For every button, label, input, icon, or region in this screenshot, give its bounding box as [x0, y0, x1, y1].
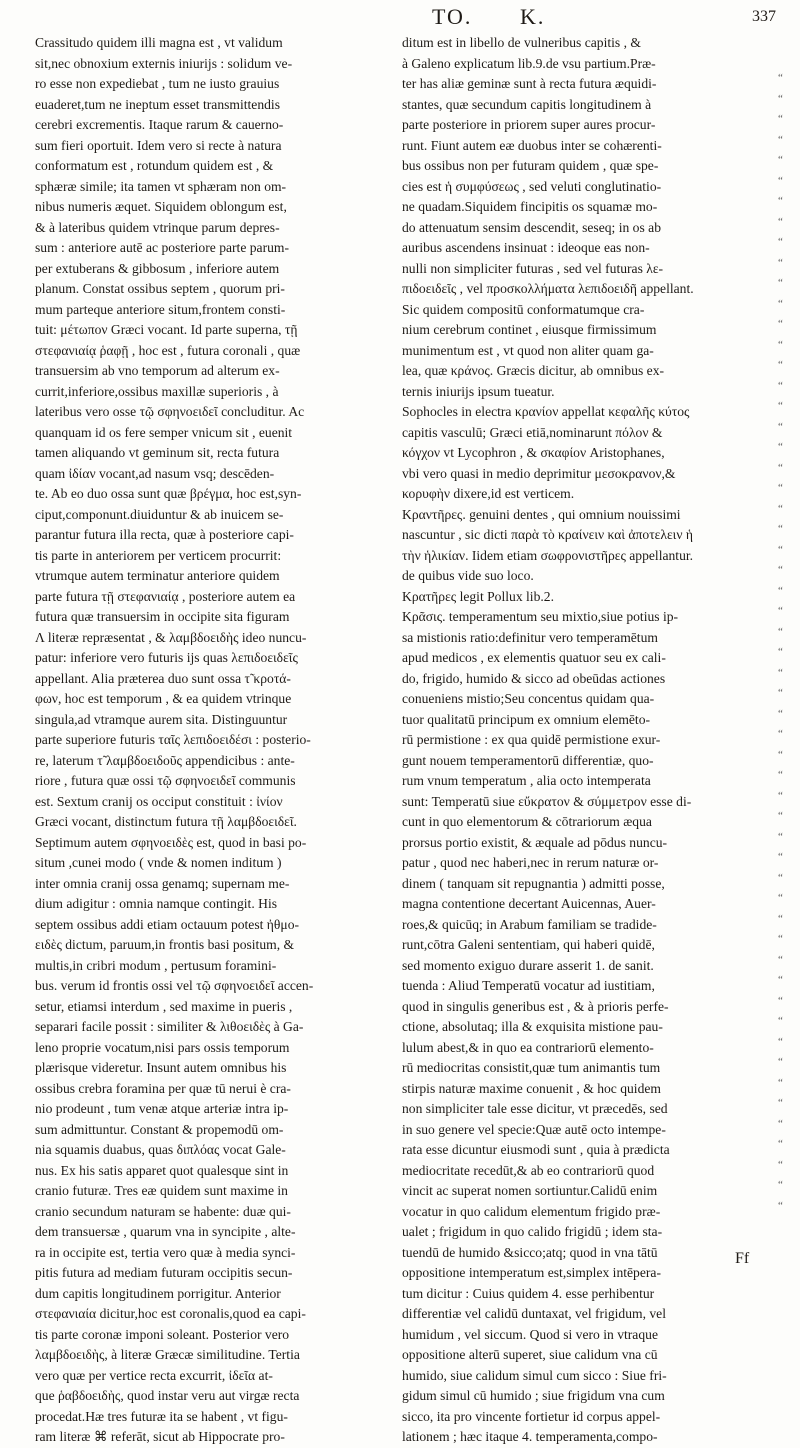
text-line: bus. verum id frontis ossi vel τῷ σφηνοειδεῖ accen- — [35, 978, 314, 993]
margin-quote-mark: “ — [778, 810, 783, 822]
text-line: lationem ; hæc itaque 4. temperamenta,compo- — [402, 1429, 658, 1444]
text-line: appellant. Alia præterea duo sunt ossa τ̃ κροτά- — [35, 670, 291, 686]
text-line: de quibus vide suo loco. — [402, 568, 534, 583]
text-line: sa mistionis ratio:definitur vero temperamētum — [402, 629, 658, 645]
text-line: patur: inferiore vero futuris ijs quas λεπιδοειδεῖς — [35, 650, 298, 665]
text-line: Κραντῆρες. genuini dentes , qui omnium nouissimi — [402, 506, 681, 522]
text-line: ter has aliæ geminæ sunt à recta futura æquidi- — [402, 76, 657, 91]
text-line: ne quadam.Siquidem fincipitis os squamæ mo- — [402, 199, 658, 214]
margin-quote-mark: “ — [778, 769, 783, 781]
text-line: nulli non simpliciter futuras , sed vel futuras λε- — [402, 260, 664, 276]
text-line: gunt nouem temperamentorū differentiæ, quo- — [402, 752, 654, 768]
margin-quote-mark: “ — [778, 912, 783, 925]
text-line: munimentum est , vt quod non aliter quam ga- — [402, 342, 654, 358]
text-line: setur, etiamsi interdum , sed maxime in pueris , — [35, 998, 293, 1014]
margin-quote-mark: “ — [778, 1117, 783, 1130]
text-line: τὴν ἡλικίαν. Iidem etiam σωφρονιστῆρες appellantur. — [402, 547, 694, 563]
text-line: tis parte coronæ imponi soleant. Posterior vero — [35, 1326, 290, 1342]
margin-quotation-marks — [778, 68, 798, 1216]
text-line: & à lateribus quidem vtrinque parum depres- — [35, 219, 280, 235]
margin-quote-mark: “ — [778, 1199, 783, 1212]
margin-quote-mark: “ — [778, 236, 783, 248]
margin-quote-mark: “ — [778, 195, 783, 207]
text-line: humidum , vel siccum. Quod si vero in vtraque — [402, 1326, 658, 1342]
text-line: te. Ab eo duo ossa sunt quæ βρέγμα, hoc est,syn- — [35, 486, 302, 501]
text-line: prorsus portio existit, & æquale ad pōdus nuncu- — [402, 834, 668, 850]
text-line: nascuntur , sic dicti παρὰ τὸ κραίνειν καὶ ἀποτελειν ἡ — [402, 527, 693, 542]
text-line: capitis vasculū; Græci etiā,nominarunt πόλον & — [402, 424, 663, 440]
text-line: rū mediocritas consistit,quæ tum animantis tum — [402, 1060, 661, 1075]
text-line: Sophocles in electra κρανίον appellat κεφαλῆς κύτος — [402, 404, 690, 419]
text-line: parte posteriore in priorem super aures procur- — [402, 117, 656, 132]
text-line: sit,nec obnoxium externis iniurijs : solidum ve- — [35, 55, 293, 71]
text-line: mediocritate recedūt,& ab eo contrariorū quod — [402, 1162, 655, 1178]
text-line: rum vnum temperatum , alia octo intemperata — [402, 773, 651, 788]
text-line: rū permistione : ex qua quidē permistione exur- — [402, 732, 661, 747]
text-line: nia squamis duabus, quas διπλόας vocat Gale- — [35, 1142, 286, 1157]
text-line: apud medicos , ex elementis quatuor seu ex cali- — [402, 650, 666, 665]
text-line: conueniens mistio;Seu concentus quidam qua- — [402, 691, 655, 706]
text-line: Crassitudo quidem illi magna est , vt validum — [35, 35, 283, 50]
text-line: rata esse dicuntur eiusmodi sunt , quia à prædicta — [402, 1142, 670, 1157]
text-line: non simpliciter tale esse dicitur, vt præcedēs, sed — [402, 1101, 668, 1116]
text-line: ternis iniurijs ipsum tueatur. — [402, 383, 555, 399]
text-line: do, frigido, humido & sicco ad obeūdas actiones — [402, 670, 666, 686]
margin-quote-mark: “ — [778, 789, 783, 802]
text-line: pitis futura ad mediam futuram occipitis secun- — [35, 1265, 293, 1280]
text-line: stirpis naturæ maxime conuenit , & hoc quidem — [402, 1080, 661, 1096]
text-line: ctione, absolutaq; illa & exquisita mistione pau- — [402, 1019, 663, 1034]
text-line: situm ,cunei modo ( vnde & nomen inditum ) — [35, 855, 282, 870]
text-line: parte superiore futuris ταῖς λεπιδοειδέσι : posterio- — [35, 732, 311, 747]
text-line: gidum simul cū humido ; siue frigidum vna cum — [402, 1388, 665, 1403]
margin-quote-mark: “ — [778, 523, 783, 535]
margin-quote-mark: “ — [778, 994, 783, 1007]
margin-quote-mark: “ — [778, 953, 783, 966]
text-line: sum admittuntur. Constant & propemodū om- — [35, 1121, 284, 1137]
text-line: cunt in quo elementorum & cōtrariorum æqua — [402, 814, 652, 829]
text-line: vincit ac superat nomen sortiuntur.Calidū enim — [402, 1183, 658, 1198]
text-line: stantes, quæ secundum capitis longitudinem à — [402, 96, 652, 112]
text-line: nus. Ex his satis apparet quot qualesque sint in — [35, 1162, 289, 1178]
text-line: cerebri excrementis. Itaque rarum & cauerno- — [35, 117, 284, 132]
margin-quote-mark: “ — [778, 1179, 783, 1191]
text-line: κορυφὴν dixere,id est verticem. — [402, 486, 575, 501]
margin-quote-mark: “ — [778, 687, 783, 699]
text-line: ditum est in libello de vulneribus capitis , & — [402, 35, 641, 50]
text-line: riore , futura quæ ossi τῷ σφηνοειδεῖ communis — [35, 773, 296, 788]
page-number: 337 — [752, 8, 776, 25]
text-line: oppositione intemperatum est,simplex intēpera- — [402, 1265, 661, 1280]
text-line: septem ossibus addi etiam octauum potest ἠθμο- — [35, 916, 300, 932]
margin-quote-mark: “ — [778, 707, 783, 720]
text-line: lea, quæ κράνος. Græcis dicitur, ab omnibus ex- — [402, 363, 665, 378]
text-line: πιδοειδεῖς , vel προσκολλήματα λεπιδοειδῆ appellant. — [402, 281, 694, 296]
margin-quote-mark: “ — [778, 338, 783, 351]
text-line: runt. Fiunt autem eæ duobus inter se cohærenti- — [402, 137, 662, 153]
text-line: inter omnia cranij ossa genamq; supernam me- — [35, 875, 290, 891]
text-line: parantur futura illa recta, quæ à posteriore capi- — [35, 527, 294, 542]
margin-quote-mark: “ — [778, 461, 783, 474]
margin-quote-mark: “ — [778, 215, 783, 228]
text-line: transuersim ab vno temporum ad alterum ex- — [35, 363, 280, 378]
text-line: dinem ( tanquam sit repugnantia ) admitti posse, — [402, 875, 665, 891]
text-line: plærisque videretur. Insunt autem omnibus his — [35, 1060, 287, 1075]
text-line: στεφανιαία dicitur,hoc est coronalis,quod ea capi- — [35, 1306, 306, 1321]
text-line: dum capitis longitudinem porrigitur. Anterior — [35, 1285, 281, 1301]
text-line: tamen aliquando vt geminum sit, recta futura — [35, 445, 280, 460]
header-title-right: K. — [520, 4, 546, 29]
text-line: λαμβδοειδὴς, à literæ Græcæ similitudine. Tertia — [35, 1347, 300, 1362]
text-line: vocatur in quo calidum elementum frigido præ- — [402, 1203, 661, 1219]
margin-quote-mark: “ — [778, 584, 783, 597]
text-line: parte futura τῇ στεφανιαίᾳ , posteriore autem ea — [35, 588, 296, 604]
margin-quote-mark: “ — [778, 174, 783, 187]
text-line: ειδὲς dictum, paruum,in frontis basi positum, & — [35, 937, 295, 952]
text-line: est. Sextum cranij os occiput constituit : ἰνίον — [35, 793, 283, 809]
text-line: ra in occipite est, tertia vero quæ à media synci- — [35, 1244, 296, 1260]
text-line: lulum abest,& in quo ea contrariorū elemento- — [402, 1039, 654, 1055]
text-line: currit,inferiore,ossibus maxillæ superioris , à — [35, 383, 279, 399]
text-line: quod in singulis generibus est , & à prioris perfe- — [402, 998, 669, 1014]
text-line: sunt: Temperatū siue εὔκρατον & σύμμετρον esse di- — [402, 793, 692, 809]
text-line: sicco, ita pro vincente fortietur id corpus appel- — [402, 1408, 661, 1424]
text-line: vero quæ per vertice recta excurrit, ἰδεῖα at- — [35, 1367, 273, 1383]
text-line: nibus numeris æquet. Siquidem oblongum est, — [35, 199, 287, 214]
margin-quote-mark: “ — [778, 297, 783, 310]
text-line: multis,in cribri modum , pertusum foramini- — [35, 957, 277, 973]
text-line: magna contentione decertant Auicennas, Auer- — [402, 896, 656, 911]
text-line: tuor qualitatū principum ex omnium elemēto- — [402, 711, 651, 727]
text-line: Græci vocant, distinctum futura τῇ λαμβδοειδεῖ. — [35, 814, 297, 829]
margin-quote-mark: “ — [778, 728, 783, 740]
text-line: futura quæ transuersim in occipite sita figuram — [35, 609, 290, 624]
text-line: quanquam id os fere semper vnicum sit , euenit — [35, 424, 293, 440]
margin-quote-mark: “ — [778, 851, 783, 863]
printer-signature: Ff — [735, 1250, 750, 1267]
text-line: ciput,componunt.diuiduntur & ab inuicem se- — [35, 506, 284, 522]
margin-quote-mark: “ — [778, 666, 783, 679]
text-line: lateribus vero osse τῷ σφηνοειδεῖ concluditur. Ac — [35, 404, 305, 419]
margin-quote-mark: “ — [778, 605, 783, 617]
text-line: tum dicitur : Cuius quidem 4. esse perhibentur — [402, 1285, 655, 1301]
text-line: tuenda : Aliud Temperatū vocatur ad iustitiam, — [402, 978, 655, 993]
text-line: separari facile possit : similiter & λιθοειδὲς à Ga- — [35, 1019, 304, 1034]
text-line: dium adigitur : omnia namque contingit. His — [35, 896, 278, 911]
text-line: φων, hoc est temporum , & ea quidem vtrinque — [35, 691, 292, 706]
text-line: vtrumque autem terminatur anteriore quidem — [35, 568, 280, 583]
text-line: dem transuersæ , quarum vna in syncipite , alte- — [35, 1224, 296, 1239]
margin-quote-mark: “ — [778, 482, 783, 494]
text-line: ossibus crebra foramina per quæ tū nerui è cra- — [35, 1080, 291, 1096]
text-line: auribus ascendens insinuat : ideoque eas non- — [402, 240, 650, 255]
margin-quote-mark: “ — [778, 1158, 783, 1171]
text-line: per extuberans & gibbosum , inferiore autem — [35, 260, 280, 276]
text-line: sed momento exiguo durare asserit 1. de sanit. — [402, 957, 654, 973]
margin-quote-mark: “ — [778, 441, 783, 453]
text-line: cranio secundum naturam se habente: duæ qui- — [35, 1203, 291, 1219]
text-line: oppositione alterū superet, siue calidum vna cū — [402, 1347, 658, 1362]
text-line: nium cerebrum continet , eiusque firmissimum — [402, 322, 657, 337]
text-line: euaderet,tum ne ineptum esset transmittendis — [35, 96, 280, 112]
left-text-column — [35, 33, 395, 1448]
margin-quote-mark: “ — [778, 1097, 783, 1109]
text-line: bus ossibus non per futuram quidem , quæ spe- — [402, 158, 659, 173]
text-line: tuendū de humido &sicco;atq; quod in vna tātū — [402, 1244, 658, 1260]
margin-quote-mark: “ — [778, 318, 783, 330]
margin-quote-mark: “ — [778, 359, 783, 371]
margin-quote-mark: “ — [778, 1138, 783, 1150]
margin-quote-mark: “ — [778, 564, 783, 576]
text-line: στεφανιαίᾳ ῥαφῇ , hoc est , futura coronali , quæ — [35, 342, 301, 358]
text-line: tuit: μέτωπον Græci vocant. Id parte superna, τῇ — [35, 322, 298, 337]
text-line: roes,& quicūq; in Arabum familiam se tradide- — [402, 916, 657, 932]
text-line: que ῥαβδοειδὴς, quod instar veru aut virgæ recta — [35, 1388, 300, 1403]
margin-quote-mark: “ — [778, 277, 783, 289]
text-line: ro esse non expediebat , tum ne iusto grauius — [35, 76, 280, 91]
margin-quote-mark: “ — [778, 1035, 783, 1048]
text-line: conformatum est , rotundum quidem est , & — [35, 158, 274, 173]
text-line: in suo genere vel specie:Quæ autē octo intempe- — [402, 1121, 666, 1137]
margin-quote-mark: “ — [778, 1076, 783, 1089]
text-line: cies est ἡ συμφύσεως , sed veluti conglutinatio- — [402, 178, 662, 194]
running-header — [0, 4, 800, 32]
margin-quote-mark: “ — [778, 400, 783, 412]
margin-quote-mark: “ — [778, 625, 783, 638]
margin-quote-mark: “ — [778, 748, 783, 761]
text-line: Septimum autem σφηνοειδὲς est, quod in basi po- — [35, 834, 307, 850]
margin-quote-mark: “ — [778, 1056, 783, 1068]
text-line: Sic quidem compositū conformatumque cra- — [402, 301, 645, 317]
text-line: leno proprie vocatum,nisi pars ossis temporum — [35, 1039, 290, 1055]
margin-quote-mark: “ — [778, 543, 783, 556]
text-line: planum. Constat ossibus septem , quorum pri- — [35, 281, 285, 296]
margin-quote-mark: “ — [778, 933, 783, 945]
text-line: quam ἰδίαν vocant,ad nasum vsq; descēden- — [35, 465, 275, 481]
text-line: cranio futuræ. Tres eæ quidem sunt maxime in — [35, 1183, 288, 1198]
header-title-left: TO. — [432, 4, 473, 29]
text-line: do attenuatum sensim descendit, seseq; in os ab — [402, 219, 661, 235]
text-line: patur , quod nec haberi,nec in rerum naturæ or- — [402, 855, 659, 870]
text-line: sphæræ simile; ita tamen vt sphæram non om- — [35, 178, 287, 194]
margin-quote-mark: “ — [778, 154, 783, 166]
margin-quote-mark: “ — [778, 420, 783, 433]
margin-quote-mark: “ — [778, 974, 783, 986]
text-line: differentiæ vel calidū duntaxat, vel frigidum, vel — [402, 1306, 666, 1321]
text-line: ualet ; frigidum in quo calido frigidū ; idem sta- — [402, 1224, 663, 1239]
margin-quote-mark: “ — [778, 256, 783, 269]
right-text-column — [402, 33, 764, 1448]
text-line: Κρατῆρες legit Pollux lib.2. — [402, 588, 554, 604]
margin-quote-mark: “ — [778, 830, 783, 843]
text-line: procedat.Hæ tres futuræ ita se habent , vt figu- — [35, 1408, 288, 1424]
text-line: ram literæ ⌘ referāt, sicut ab Hippocrate pro- — [35, 1429, 285, 1444]
margin-quote-mark: “ — [778, 646, 783, 658]
text-line: runt,cōtra Galeni sententiam, qui haberi quidē, — [402, 937, 655, 952]
text-line: à Galeno explicatum lib.9.de vsu partium.Præ- — [402, 55, 656, 71]
margin-quote-mark: “ — [778, 133, 783, 146]
text-line: κόγχον vt Lycophron , & σκαφίον Aristophanes, — [402, 445, 665, 460]
text-line: humido, siue calidum simul cum sicco : Siue fri- — [402, 1367, 667, 1383]
text-line: singula,ad vtramque aurem sita. Distinguuntur — [35, 711, 288, 727]
margin-quote-mark: “ — [778, 72, 783, 84]
margin-quote-mark: “ — [778, 1015, 783, 1027]
text-line: tis parte in anteriorem per verticem procurrit: — [35, 547, 282, 563]
text-line: Κρᾶσις. temperamentum seu mixtio,siue potius ip- — [402, 609, 679, 624]
text-line: Λ literæ repræsentat , & λαμβδοειδὴς ideo nuncu- — [35, 629, 307, 645]
margin-quote-mark: “ — [778, 871, 783, 884]
margin-quote-mark: “ — [778, 379, 783, 392]
text-line: sum : anteriore autē ac posteriore parte parum- — [35, 240, 290, 255]
text-line: sum fieri oportuit. Idem vero si recte à natura — [35, 137, 282, 153]
margin-quote-mark: “ — [778, 113, 783, 125]
text-line: mum parteque anteriore situm,frontem consti- — [35, 301, 286, 317]
text-line: vbi vero quasi in medio deprimitur μεσοκρανον,& — [402, 465, 676, 481]
text-line: re, laterum τ̃ λαμβδοειδοῦς appendicibus : ante- — [35, 752, 295, 768]
margin-quote-mark: “ — [778, 502, 783, 515]
text-line: nio prodeunt , tum venæ atque arteriæ intra ip- — [35, 1101, 289, 1116]
margin-quote-mark: “ — [778, 892, 783, 904]
margin-quote-mark: “ — [778, 92, 783, 105]
